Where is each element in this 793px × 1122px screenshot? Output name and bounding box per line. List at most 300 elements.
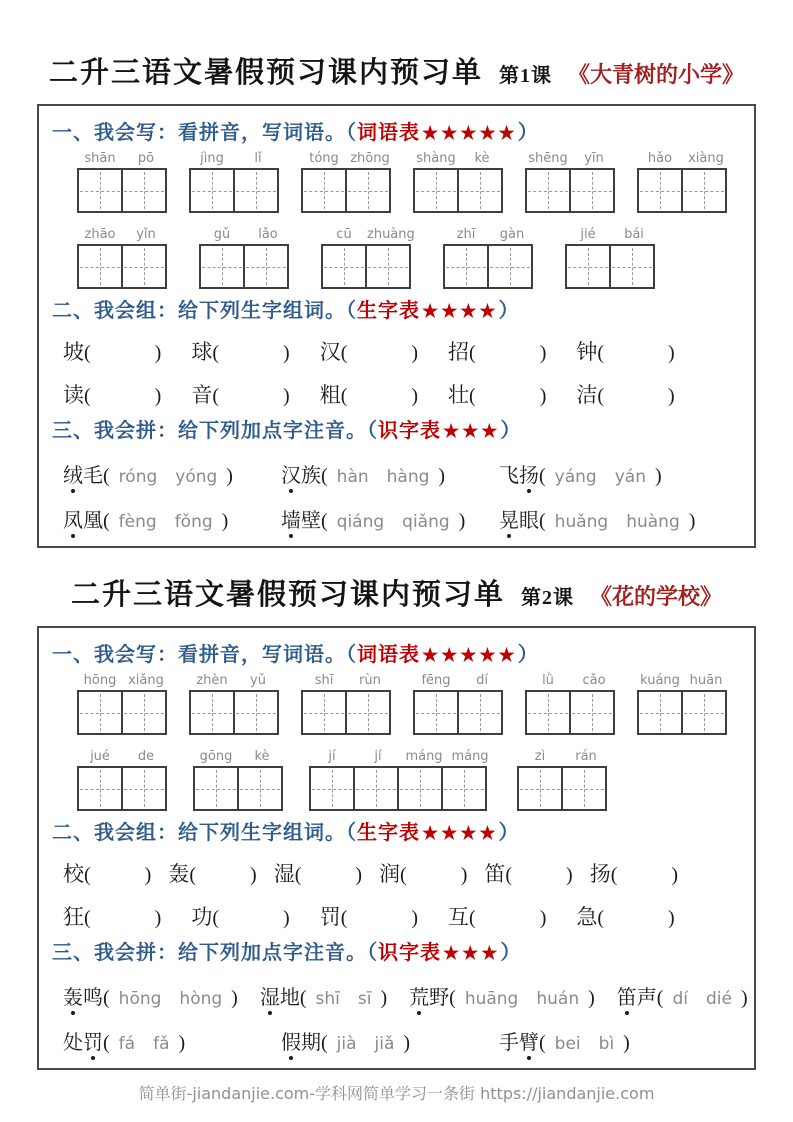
pinyin-option: huǎng: [554, 512, 609, 532]
base-character: 坡: [63, 340, 84, 364]
base-character: 笛: [484, 862, 506, 886]
pinyin-label: yǔ: [250, 673, 266, 688]
word-building-item[interactable]: [191, 901, 289, 931]
annotated-word: [63, 465, 103, 487]
section-heading-text: 一、我会写：看拼音，写词语。: [52, 122, 346, 144]
word-write-group: [301, 151, 393, 213]
pinyin-label-row: [77, 673, 169, 688]
star-rating: ★★★★★: [422, 645, 518, 665]
writing-cell-row: [565, 244, 657, 289]
paren-close-icon: ): [411, 342, 419, 364]
paren-close-icon: ): [411, 907, 419, 929]
pinyin-option: huāng: [464, 989, 519, 1009]
pinyin-label: pō: [137, 151, 155, 166]
writing-grid-cell[interactable]: [443, 244, 489, 289]
writing-grid-cell[interactable]: [199, 244, 245, 289]
paren-open-icon: (: [189, 864, 197, 886]
paren-close-icon: ): [740, 987, 748, 1009]
writing-grid-cell[interactable]: [565, 244, 611, 289]
pinyin-label: máng: [405, 749, 443, 764]
writing-cell-row: [199, 244, 291, 289]
word-building-item[interactable]: [191, 379, 289, 409]
section-heading-text: 三、我会拼：给下列加点字注音。: [52, 420, 367, 442]
dotted-character: 凤: [63, 504, 83, 533]
pinyin-choice-row: [63, 504, 754, 533]
word-building-item[interactable]: [63, 379, 161, 409]
pinyin-label: lǎo: [258, 227, 278, 242]
pinyin-option: yóng: [175, 467, 218, 487]
writing-cell-row: [77, 766, 169, 811]
paren-open-icon: (: [299, 987, 307, 1009]
page-title-row: [0, 572, 793, 613]
word-building-item[interactable]: [63, 336, 161, 366]
word-building-item[interactable]: [448, 901, 546, 931]
paren-close-icon: ): [623, 1032, 630, 1054]
word-write-group: [413, 151, 505, 213]
pinyin-label: jí: [328, 749, 336, 764]
paren-open-icon: (: [212, 385, 220, 407]
dotted-character: 荒: [409, 981, 429, 1010]
word-write-group: [77, 749, 169, 811]
paren-open-icon: (: [321, 510, 328, 532]
writing-grid-cell[interactable]: [193, 766, 239, 811]
pinyin-label: kè: [254, 749, 270, 764]
table-tag-label: 生字表: [357, 822, 420, 844]
writing-grid-cell[interactable]: [77, 766, 123, 811]
base-character: 校: [63, 862, 84, 886]
pinyin-label: shàng: [416, 151, 456, 166]
word-building-item[interactable]: [590, 858, 678, 888]
word-character: 眼: [519, 510, 539, 532]
paren-close-icon: ）: [517, 122, 539, 144]
writing-grid-cell[interactable]: [233, 168, 279, 213]
writing-grid-cell[interactable]: [457, 690, 503, 735]
pinyin-label: rùn: [359, 673, 381, 688]
writing-grid-cell[interactable]: [413, 690, 459, 735]
paren-open-icon: (: [84, 864, 91, 886]
writing-cell-row: [189, 168, 281, 213]
paren-close-icon: ): [231, 987, 238, 1009]
pinyin-option: qiǎng: [402, 512, 450, 532]
section-heading-write: [52, 116, 754, 145]
pinyin-option: hōng: [118, 989, 162, 1009]
pinyin-label: xiǎng: [128, 673, 164, 688]
writing-grid-cell[interactable]: [517, 766, 563, 811]
paren-open-icon: (: [340, 385, 348, 407]
paren-open-icon: (: [610, 864, 618, 886]
paren-close-icon: ）: [498, 300, 520, 322]
paren-close-icon: ): [539, 907, 547, 929]
word-building-item[interactable]: [379, 858, 467, 888]
word-write-group: [413, 673, 505, 735]
paren-close-icon: ): [539, 385, 547, 407]
pinyin-option: fèng: [118, 512, 157, 532]
writing-grid-cell[interactable]: [353, 766, 399, 811]
paren-close-icon: ): [458, 510, 466, 532]
paren-close-icon: ): [380, 987, 388, 1009]
writing-grid-cell[interactable]: [121, 690, 167, 735]
pinyin-write-row: [77, 151, 754, 213]
paren-open-icon: （: [346, 122, 357, 144]
annotated-word: [409, 987, 449, 1009]
star-rating: ★★★★★: [422, 123, 518, 143]
pinyin-write-row: [77, 673, 754, 735]
pinyin-label: hōng: [83, 673, 117, 688]
pinyin-label: shī: [314, 673, 334, 688]
base-character: 急: [576, 905, 598, 929]
base-character: 狂: [63, 905, 84, 929]
pinyin-label: kuáng: [640, 673, 680, 688]
dotted-character: 假: [281, 1026, 301, 1055]
paren-close-icon: ): [654, 465, 662, 487]
paren-open-icon: (: [539, 465, 546, 487]
word-building-row: [63, 379, 754, 409]
writing-cell-row: [413, 168, 505, 213]
writing-cell-row: [321, 244, 413, 289]
pinyin-option: fá: [118, 1034, 136, 1054]
paren-close-icon: ): [668, 907, 675, 929]
pinyin-label: xiàng: [688, 151, 724, 166]
paren-open-icon: (: [212, 342, 220, 364]
base-character: 粗: [319, 383, 341, 407]
paren-open-icon: (: [103, 1032, 110, 1054]
pinyin-label: cǎo: [582, 673, 606, 688]
base-character: 润: [379, 862, 401, 886]
pinyin-label: lǜ: [542, 673, 554, 688]
word-building-item[interactable]: [576, 336, 674, 366]
pinyin-label: zhī: [456, 227, 476, 242]
table-tag-label: 生字表: [357, 300, 420, 322]
paren-close-icon: ): [154, 907, 162, 929]
pinyin-label: yǐn: [136, 227, 156, 242]
section-heading-text: 一、我会写：看拼音，写词语。: [52, 644, 346, 666]
writing-cell-row: [517, 766, 609, 811]
paren-close-icon: ): [154, 385, 162, 407]
writing-grid-cell[interactable]: [309, 766, 355, 811]
pinyin-option: bei: [554, 1034, 581, 1054]
pinyin-label: dí: [476, 673, 488, 688]
paren-close-icon: ): [355, 864, 363, 886]
paren-close-icon: ): [539, 342, 547, 364]
paren-close-icon: ): [178, 1032, 186, 1054]
pinyin-label-row: [525, 673, 617, 688]
writing-grid-cell[interactable]: [609, 244, 655, 289]
pinyin-choice-item[interactable]: [63, 981, 238, 1010]
star-rating: ★★★★: [422, 301, 499, 321]
paren-close-icon: ）: [498, 822, 520, 844]
word-building-item[interactable]: [448, 379, 546, 409]
writing-grid-cell[interactable]: [189, 690, 235, 735]
word-character: 声: [636, 987, 657, 1009]
writing-grid-cell[interactable]: [569, 168, 615, 213]
paren-open-icon: (: [103, 465, 110, 487]
worksheet-page-1: [0, 50, 793, 548]
section-heading-text: 二、我会组：给下列生字组词。: [52, 300, 346, 322]
writing-grid-cell[interactable]: [77, 690, 123, 735]
writing-grid-cell[interactable]: [321, 244, 367, 289]
paren-open-icon: (: [84, 342, 91, 364]
pinyin-label-row: [193, 749, 285, 764]
pinyin-label-row: [413, 151, 505, 166]
paren-close-icon: ): [411, 385, 419, 407]
pinyin-option: sī: [357, 989, 372, 1009]
annotated-word: [281, 465, 321, 487]
paren-close-icon: ): [438, 465, 446, 487]
paren-close-icon: ): [283, 907, 290, 929]
writing-grid-cell[interactable]: [233, 690, 279, 735]
pinyin-label: de: [137, 749, 155, 764]
annotated-word: [260, 987, 300, 1009]
paren-close-icon: ): [283, 385, 290, 407]
base-character: 读: [63, 383, 84, 407]
base-character: 钟: [576, 340, 598, 364]
word-building-row: [63, 858, 754, 888]
writing-grid-cell[interactable]: [345, 690, 391, 735]
writing-grid-cell[interactable]: [121, 766, 167, 811]
pinyin-choice-item[interactable]: [499, 504, 717, 533]
pinyin-label: gàn: [499, 227, 525, 242]
pinyin-label-row: [443, 227, 535, 242]
word-write-group: [637, 151, 729, 213]
paren-open-icon: (: [84, 385, 91, 407]
pinyin-option: hàng: [386, 467, 430, 487]
dotted-character: 湿: [260, 981, 280, 1010]
pinyin-option: huàng: [626, 512, 680, 532]
paren-open-icon: (: [321, 465, 328, 487]
word-building-item[interactable]: [63, 901, 161, 931]
word-building-item[interactable]: [274, 858, 362, 888]
paren-close-icon: ）: [500, 420, 522, 442]
pinyin-label: jí: [374, 749, 382, 764]
word-character: 鸣: [83, 987, 103, 1009]
pinyin-option: fǎ: [153, 1034, 170, 1054]
word-character: 手: [499, 1032, 519, 1054]
pinyin-label-row: [301, 673, 393, 688]
star-rating: ★★★: [443, 421, 501, 441]
pinyin-label: cū: [336, 227, 352, 242]
paren-open-icon: (: [469, 907, 476, 929]
pinyin-label: zhèn: [196, 673, 228, 688]
dotted-character: 罚: [83, 1026, 103, 1055]
writing-grid-cell[interactable]: [301, 690, 347, 735]
word-write-group: [525, 151, 617, 213]
pinyin-option: bì: [598, 1034, 615, 1054]
word-building-item[interactable]: [320, 901, 418, 931]
base-character: 壮: [448, 383, 470, 407]
word-write-group: [199, 227, 291, 289]
pinyin-label: shān: [84, 151, 116, 166]
writing-grid-cell[interactable]: [365, 244, 411, 289]
paren-open-icon: (: [469, 342, 476, 364]
writing-grid-cell[interactable]: [441, 766, 487, 811]
paren-close-icon: ): [144, 864, 152, 886]
writing-grid-cell[interactable]: [681, 690, 727, 735]
paren-open-icon: （: [367, 420, 378, 442]
writing-grid-cell[interactable]: [189, 168, 235, 213]
word-write-group: [301, 673, 393, 735]
word-write-group: [309, 749, 493, 811]
paren-close-icon: ): [226, 465, 233, 487]
writing-grid-cell[interactable]: [487, 244, 533, 289]
base-character: 汉: [319, 340, 341, 364]
base-character: 轰: [168, 862, 190, 886]
writing-grid-cell[interactable]: [121, 244, 167, 289]
writing-grid-cell[interactable]: [301, 168, 347, 213]
word-building-item[interactable]: [320, 336, 418, 366]
word-building-item[interactable]: [320, 379, 418, 409]
pinyin-option: yán: [614, 467, 646, 487]
paren-open-icon: (: [539, 1032, 546, 1054]
pinyin-choice-item[interactable]: [499, 459, 717, 488]
dotted-character: 绒: [63, 459, 83, 488]
writing-grid-cell[interactable]: [77, 168, 123, 213]
writing-grid-cell[interactable]: [457, 168, 503, 213]
paren-open-icon: (: [321, 1032, 328, 1054]
pinyin-choice-item[interactable]: [63, 459, 281, 488]
pinyin-label: jué: [90, 749, 110, 764]
base-character: 湿: [273, 862, 295, 886]
pinyin-option: fǒng: [174, 512, 213, 532]
paren-open-icon: (: [103, 987, 110, 1009]
writing-grid-cell[interactable]: [345, 168, 391, 213]
pinyin-label-row: [525, 151, 617, 166]
writing-grid-cell[interactable]: [237, 766, 283, 811]
writing-grid-cell[interactable]: [77, 244, 123, 289]
page-title-row: [0, 50, 793, 91]
pinyin-choice-item[interactable]: [409, 981, 595, 1010]
lesson-title: 《大青树的小学》: [568, 62, 745, 87]
table-tag-label: 词语表: [357, 122, 420, 144]
paren-open-icon: （: [346, 300, 357, 322]
writing-grid-cell[interactable]: [121, 168, 167, 213]
base-character: 球: [191, 340, 213, 364]
writing-cell-row: [443, 244, 535, 289]
pinyin-label: bái: [624, 227, 644, 242]
pinyin-choice-item[interactable]: [260, 981, 387, 1010]
pinyin-option: shī: [315, 989, 340, 1009]
paren-close-icon: ): [221, 510, 229, 532]
word-building-item[interactable]: [168, 858, 256, 888]
word-building-item[interactable]: [448, 336, 546, 366]
pinyin-choice-item[interactable]: [499, 1026, 717, 1055]
pinyin-option: hòng: [179, 989, 223, 1009]
pinyin-label-row: [565, 227, 657, 242]
pinyin-label: shēng: [528, 151, 568, 166]
pinyin-label-row: [637, 151, 729, 166]
pinyin-label: yīn: [584, 151, 604, 166]
word-building-row: [63, 336, 754, 366]
section-heading-text: 二、我会组：给下列生字组词。: [52, 822, 346, 844]
word-building-item[interactable]: [63, 858, 151, 888]
annotated-word: [499, 510, 539, 532]
word-building-item[interactable]: [576, 379, 674, 409]
word-building-item[interactable]: [191, 336, 289, 366]
worksheet-pages: [0, 50, 793, 1070]
annotated-word: [617, 987, 657, 1009]
paren-close-icon: ): [283, 342, 290, 364]
pinyin-choice-item[interactable]: [281, 504, 499, 533]
writing-grid-cell[interactable]: [637, 690, 683, 735]
pinyin-label-row: [189, 673, 281, 688]
dotted-character: 笛: [617, 981, 637, 1010]
pinyin-choice-row: [63, 981, 754, 1010]
writing-cell-row: [525, 168, 617, 213]
paren-close-icon: ): [688, 510, 696, 532]
word-building-row: [63, 901, 754, 931]
pinyin-label-row: [321, 227, 413, 242]
writing-grid-cell[interactable]: [637, 168, 683, 213]
annotated-word: [63, 987, 103, 1009]
word-character: 壁: [301, 510, 321, 532]
word-write-group: [193, 749, 285, 811]
pinyin-choice-item[interactable]: [281, 1026, 499, 1055]
writing-grid-cell[interactable]: [561, 766, 607, 811]
paren-close-icon: ): [403, 1032, 411, 1054]
word-building-item[interactable]: [484, 858, 572, 888]
writing-grid-cell[interactable]: [243, 244, 289, 289]
writing-grid-cell[interactable]: [681, 168, 727, 213]
word-character: 地: [279, 987, 300, 1009]
section-heading-group: [52, 294, 754, 323]
pinyin-choice-item[interactable]: [281, 459, 499, 488]
pinyin-label: zhōng: [350, 151, 390, 166]
pinyin-choice-item[interactable]: [63, 504, 281, 533]
writing-cell-row: [77, 690, 169, 735]
dotted-character: 臂: [519, 1026, 539, 1055]
pinyin-label: máng: [451, 749, 489, 764]
paren-open-icon: (: [597, 342, 605, 364]
paren-open-icon: （: [346, 644, 357, 666]
paren-close-icon: ): [566, 864, 573, 886]
paren-close-icon: ): [588, 987, 595, 1009]
section-heading-annotate: [52, 414, 754, 443]
paren-close-icon: ): [250, 864, 257, 886]
pinyin-option: jià: [336, 1034, 357, 1054]
paren-open-icon: (: [597, 385, 605, 407]
writing-grid-cell[interactable]: [525, 168, 571, 213]
pinyin-label-row: [77, 227, 169, 242]
writing-grid-cell[interactable]: [413, 168, 459, 213]
paren-close-icon: ): [668, 385, 675, 407]
footer-text: 简单街-jiandanjie.com-学科网简单学习一条街 https://jiandanjie.com: [138, 1084, 655, 1103]
writing-grid-cell[interactable]: [525, 690, 571, 735]
pinyin-label: zì: [534, 749, 546, 764]
word-write-group: [321, 227, 413, 289]
paren-open-icon: (: [539, 510, 546, 532]
section-heading-group: [52, 816, 754, 845]
pinyin-label: zhāo: [84, 227, 116, 242]
table-tag-label: 词语表: [357, 644, 420, 666]
word-write-group: [77, 673, 169, 735]
annotated-word: [63, 1032, 103, 1054]
word-character: 期: [301, 1032, 321, 1054]
pinyin-choice-item[interactable]: [63, 1026, 281, 1055]
writing-grid-cell[interactable]: [397, 766, 443, 811]
table-tag-label: 识字表: [378, 420, 441, 442]
pinyin-choice-item[interactable]: [617, 981, 748, 1010]
word-building-item[interactable]: [576, 901, 674, 931]
word-character: 野: [429, 987, 450, 1009]
writing-grid-cell[interactable]: [569, 690, 615, 735]
pinyin-label: rán: [575, 749, 597, 764]
pinyin-label-row: [637, 673, 729, 688]
paren-close-icon: ): [668, 342, 675, 364]
writing-cell-row: [525, 690, 617, 735]
word-character: 毛: [83, 465, 103, 487]
paren-close-icon: ): [460, 864, 468, 886]
dotted-character: 汉: [281, 459, 301, 488]
lesson-number: 第1课: [499, 65, 552, 87]
